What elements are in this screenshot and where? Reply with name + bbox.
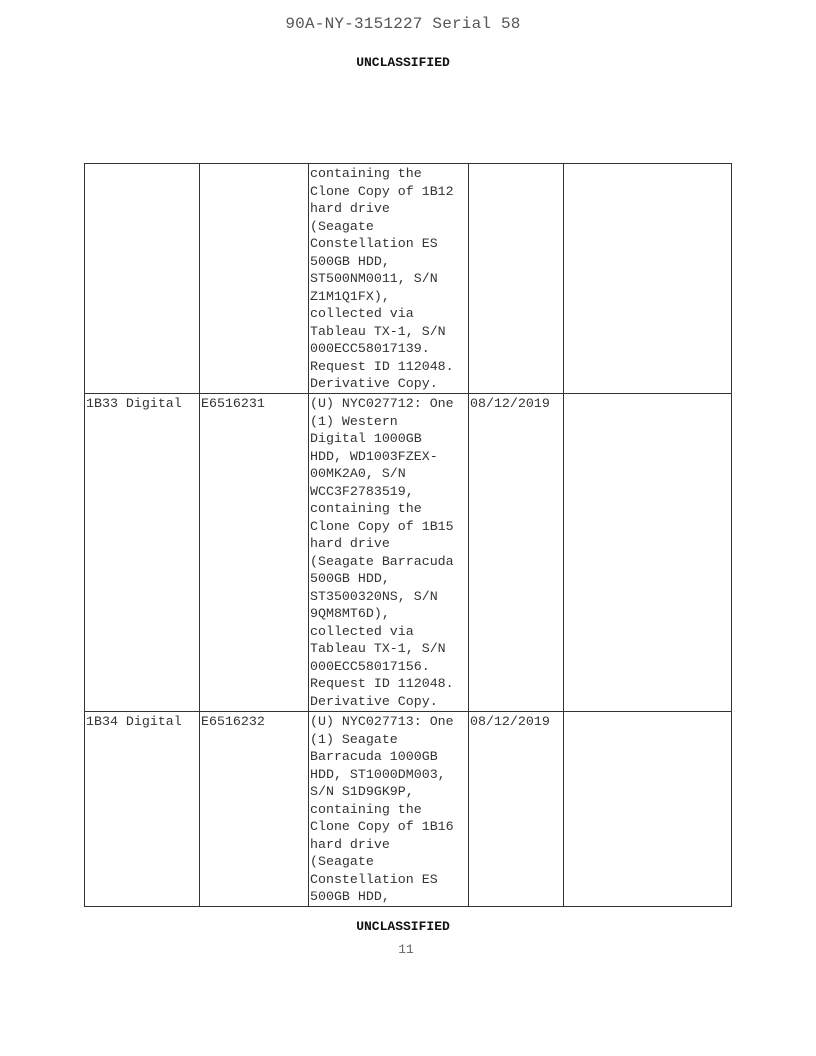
description-cell [309, 164, 469, 394]
description-line: containing the [310, 501, 422, 516]
description-line: (U) NYC027713: One [310, 714, 454, 729]
item-cell: 1B34 Digital [85, 712, 200, 907]
classification-marking-bottom: UNCLASSIFIED [356, 919, 450, 934]
evidence-table-body [85, 164, 732, 907]
evidence-id-cell: E6516231 [200, 394, 309, 712]
description-line: (U) NYC027712: One [310, 396, 454, 411]
description-line: Constellation ES [310, 236, 438, 251]
page-number: 11 [398, 942, 414, 957]
description-line: (1) Western [310, 413, 398, 429]
description-cell [309, 712, 469, 907]
date-cell [469, 164, 564, 394]
description-line: HDD, WD1003FZEX- [310, 448, 438, 464]
notes-cell [564, 712, 732, 907]
description-line: Request ID 112048. [310, 676, 454, 691]
notes-cell [564, 394, 732, 712]
description-line: Clone Copy of 1B12 [310, 183, 454, 199]
date-cell: 08/12/2019 [469, 712, 564, 907]
description-line: 000ECC58017139. [310, 341, 430, 356]
description-line: containing the [310, 801, 422, 817]
description-line: (Seagate [310, 854, 374, 869]
classification-marking-top: UNCLASSIFIED [356, 55, 450, 70]
description-line: Z1M1Q1FX), [310, 288, 390, 304]
description-line: WCC3F2783519, [310, 483, 414, 499]
description-line: Constellation ES [310, 871, 438, 887]
description-line: S/N S1D9GK9P, [310, 784, 414, 799]
description-line: Barracuda 1000GB [310, 749, 438, 764]
description-line: (Seagate [310, 218, 374, 234]
description-line: containing the [310, 166, 422, 181]
description-line: ST500NM0011, S/N [310, 271, 438, 286]
description-line: HDD, ST1000DM003, [310, 766, 446, 782]
table-row [85, 164, 732, 394]
description-line: hard drive [310, 536, 390, 551]
description-line: Clone Copy of 1B15 [310, 518, 454, 534]
description-line: 00MK2A0, S/N [310, 466, 406, 481]
description-line: (Seagate Barracuda [310, 553, 454, 569]
description-line: (1) Seagate [310, 731, 398, 747]
description-line: Derivative Copy. [310, 693, 438, 709]
description-line: Tableau TX-1, S/N [310, 641, 446, 656]
description-line: Clone Copy of 1B16 [310, 819, 454, 834]
description-line: Derivative Copy. [310, 376, 438, 391]
description-line: 9QM8MT6D), [310, 606, 390, 621]
description-line: 500GB HDD, [310, 253, 390, 269]
description-line: 000ECC58017156. [310, 658, 430, 674]
table-row [85, 712, 732, 907]
item-cell [85, 164, 200, 394]
evidence-id-cell: E6516232 [200, 712, 309, 907]
description-cell [309, 394, 469, 712]
description-line: Tableau TX-1, S/N [310, 323, 446, 339]
notes-cell [564, 164, 732, 394]
item-cell: 1B33 Digital [85, 394, 200, 712]
date-cell: 08/12/2019 [469, 394, 564, 712]
description-line: hard drive [310, 201, 390, 216]
evidence-table [84, 163, 732, 907]
description-line: 500GB HDD, [310, 889, 390, 904]
description-line: Digital 1000GB [310, 431, 422, 446]
description-line: Request ID 112048. [310, 358, 454, 374]
document-serial-header: 90A-NY-3151227 Serial 58 [285, 15, 521, 33]
evidence-id-cell [200, 164, 309, 394]
description-line: collected via [310, 623, 414, 639]
table-row [85, 394, 732, 712]
description-line: collected via [310, 306, 414, 321]
description-line: ST3500320NS, S/N [310, 588, 438, 604]
description-line: 500GB HDD, [310, 571, 390, 586]
description-line: hard drive [310, 836, 390, 852]
